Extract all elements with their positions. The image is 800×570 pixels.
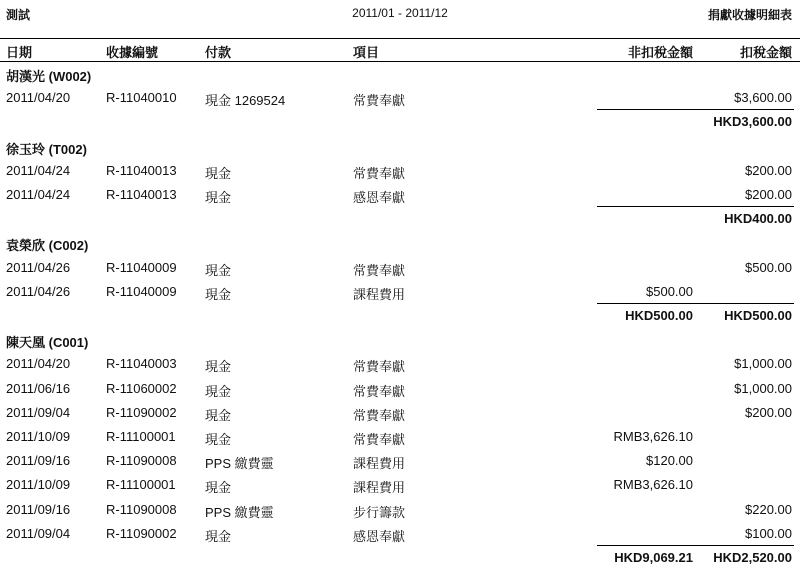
cell-tax-amount: $100.00 <box>745 525 792 541</box>
cell-item: 常費奉獻 <box>353 407 406 423</box>
group-total-tax: HKD3,600.00 <box>713 114 792 130</box>
cell-item: 課程費用 <box>353 286 406 302</box>
cell-date: 2011/04/20 <box>6 356 71 372</box>
cell-date: 2011/06/16 <box>6 380 71 396</box>
donor-name: 陳天凰 (C001) <box>6 335 89 351</box>
cell-item: 常費奉獻 <box>353 165 406 181</box>
cell-tax-amount: $1,000.00 <box>734 380 792 396</box>
column-header-date: 日期 <box>6 45 33 60</box>
group-total-row <box>0 304 800 328</box>
cell-tax-amount: $200.00 <box>745 404 792 420</box>
cell-date: 2011/10/09 <box>6 477 71 493</box>
cell-item: 課程費用 <box>353 456 406 472</box>
table-row <box>0 473 800 497</box>
cell-payment: 現金 <box>205 165 232 181</box>
cell-tax-amount: $1,000.00 <box>734 356 792 372</box>
group-total-row <box>0 207 800 231</box>
cell-receipt-no: R-11040009 <box>106 283 177 299</box>
cell-date: 2011/04/24 <box>6 162 71 178</box>
cell-date: 2011/09/04 <box>6 525 71 541</box>
cell-item: 常費奉獻 <box>353 383 406 399</box>
cell-payment: 現金 <box>205 286 232 302</box>
cell-tax-amount: $3,600.00 <box>734 90 792 106</box>
column-header-non-tax-amount: 非扣稅金額 <box>627 45 693 60</box>
cell-payment: 現金 <box>205 432 232 447</box>
cell-receipt-no: R-11090002 <box>106 525 177 541</box>
cell-payment: 現金 <box>205 528 232 544</box>
group-total-tax: HKD500.00 <box>724 308 792 323</box>
group-total-non-tax: HKD500.00 <box>625 308 693 323</box>
cell-item: 常費奉獻 <box>353 93 406 109</box>
cell-receipt-no: R-11090002 <box>106 404 177 420</box>
table-row <box>0 352 800 376</box>
cell-payment: 現金 <box>205 480 232 496</box>
cell-date: 2011/04/26 <box>6 283 71 299</box>
table-row <box>0 256 800 280</box>
cell-payment: 現金 1269524 <box>205 93 286 109</box>
cell-payment: PPS 繳費靈 <box>205 504 274 520</box>
cell-date: 2011/09/16 <box>6 501 71 517</box>
cell-non-tax-amount: RMB3,626.10 <box>613 429 693 444</box>
cell-date: 2011/09/04 <box>6 404 71 420</box>
cell-date: 2011/04/26 <box>6 259 71 275</box>
donor-group-header <box>0 62 800 86</box>
cell-receipt-no: R-11100001 <box>106 429 176 444</box>
cell-payment: 現金 <box>205 383 232 399</box>
group-total-tax: HKD400.00 <box>724 211 792 227</box>
cell-tax-amount: $220.00 <box>745 501 792 517</box>
cell-non-tax-amount: RMB3,626.10 <box>613 477 693 493</box>
group-total-row <box>0 110 800 134</box>
table-row <box>0 401 800 425</box>
cell-receipt-no: R-11090008 <box>106 453 177 469</box>
cell-receipt-no: R-11040013 <box>106 162 177 178</box>
donor-name: 袁榮欣 (C002) <box>6 238 89 254</box>
cell-item: 感恩奉獻 <box>353 190 406 205</box>
donor-group-header <box>0 328 800 352</box>
group-total-row <box>0 546 800 570</box>
cell-non-tax-amount: $120.00 <box>646 453 693 469</box>
table-row <box>0 522 800 546</box>
donor-name: 胡漢光 (W002) <box>6 69 92 84</box>
table-row <box>0 425 800 449</box>
group-total-tax: HKD2,520.00 <box>713 550 792 565</box>
cell-receipt-no: R-11060002 <box>106 380 177 396</box>
report-period: 2011/01 - 2011/12 <box>352 6 448 20</box>
donor-name: 徐玉玲 (T002) <box>6 141 87 157</box>
cell-tax-amount: $200.00 <box>745 162 792 178</box>
cell-receipt-no: R-11090008 <box>106 501 177 517</box>
cell-item: 常費奉獻 <box>353 262 406 278</box>
cell-payment: 現金 <box>205 262 232 278</box>
column-header-row <box>0 38 800 62</box>
cell-payment: 現金 <box>205 190 232 205</box>
cell-item: 感恩奉獻 <box>353 528 406 544</box>
cell-tax-amount: $200.00 <box>745 187 792 202</box>
column-header-tax-amount: 扣稅金額 <box>739 45 792 60</box>
table-row <box>0 86 800 110</box>
cell-item: 常費奉獻 <box>353 432 406 447</box>
report-title: 捐獻收據明細表 <box>707 8 792 22</box>
cell-date: 2011/09/16 <box>6 453 71 469</box>
cell-item: 課程費用 <box>353 480 406 496</box>
column-header-item: 項目 <box>353 45 380 60</box>
cell-receipt-no: R-11040010 <box>106 90 177 106</box>
cell-date: 2011/04/20 <box>6 90 71 106</box>
cell-item: 步行籌款 <box>353 504 406 520</box>
cell-receipt-no: R-11040009 <box>106 259 177 275</box>
cell-non-tax-amount: $500.00 <box>646 283 693 299</box>
cell-payment: 現金 <box>205 359 232 375</box>
cell-payment: 現金 <box>205 407 232 423</box>
cell-receipt-no: R-11100001 <box>106 477 176 493</box>
cell-tax-amount: $500.00 <box>745 259 792 275</box>
table-row <box>0 498 800 522</box>
group-total-non-tax: HKD9,069.21 <box>614 550 693 565</box>
cell-date: 2011/10/09 <box>6 429 71 444</box>
table-row <box>0 449 800 473</box>
report-org-name: 測試 <box>6 8 31 22</box>
cell-receipt-no: R-11040013 <box>106 187 177 202</box>
cell-receipt-no: R-11040003 <box>106 356 177 372</box>
column-header-receipt-no: 收據編號 <box>106 45 159 60</box>
table-row <box>0 377 800 401</box>
table-row <box>0 183 800 207</box>
cell-payment: PPS 繳費靈 <box>205 456 274 472</box>
donor-group-header <box>0 231 800 255</box>
cell-date: 2011/04/24 <box>6 187 71 202</box>
table-row <box>0 280 800 304</box>
column-header-payment: 付款 <box>205 45 232 60</box>
table-row <box>0 159 800 183</box>
cell-item: 常費奉獻 <box>353 359 406 375</box>
donor-group-header <box>0 135 800 159</box>
